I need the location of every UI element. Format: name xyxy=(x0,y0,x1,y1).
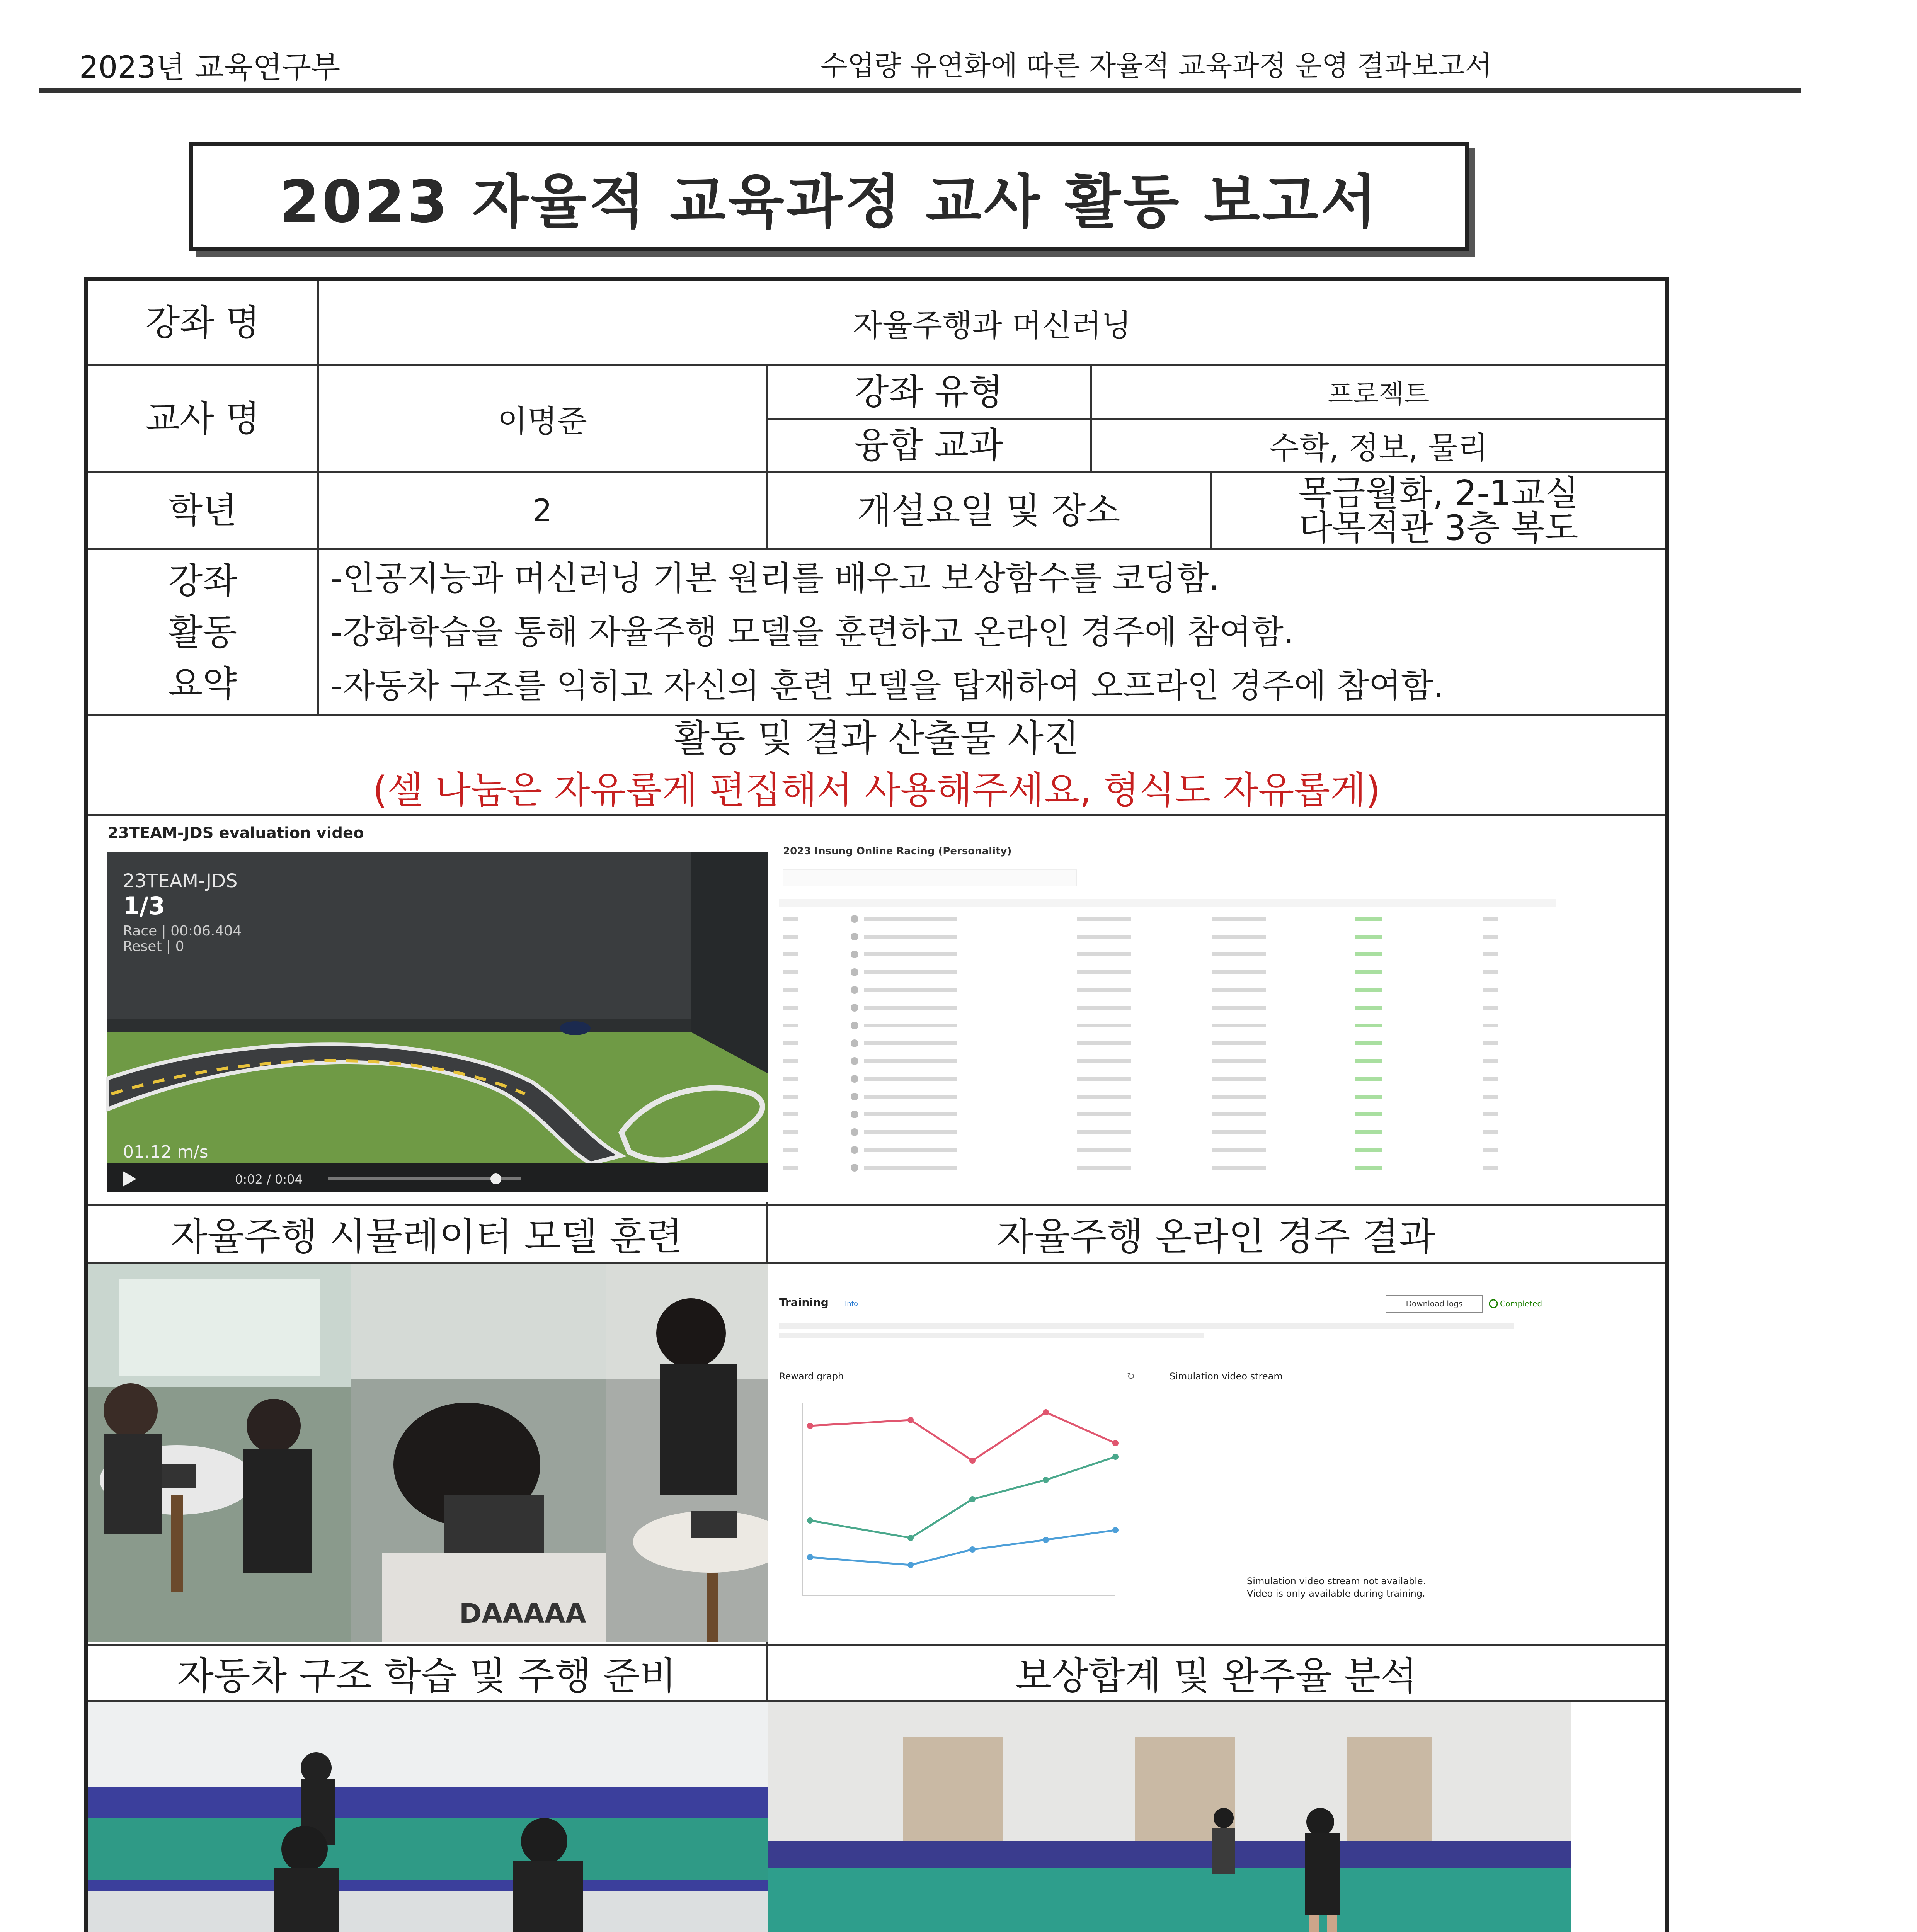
sim-msg-1: Simulation video stream not available. xyxy=(1246,1576,1426,1587)
video-overlay-lap: 1/3 xyxy=(123,892,165,920)
photos-section-note: (셀 나눔은 자유롭게 편집해서 사용해주세요, 형식도 자유롭게) xyxy=(373,769,1381,812)
report-title: 2023 자율적 교육과정 교사 활동 보고서 xyxy=(279,168,1379,236)
activity-label-line-3: 요약 xyxy=(168,663,237,705)
refresh-icon[interactable]: ↻ xyxy=(1127,1371,1135,1382)
practice-photo xyxy=(88,1702,865,1932)
teacher-value: 이명준 xyxy=(318,365,766,472)
fusion-subject-label: 융합 교과 xyxy=(766,418,1091,472)
summary-item: -인공지능과 머신러닝 기본 원리를 배우고 보상함수를 코딩함. xyxy=(330,559,1219,598)
training-info-link[interactable]: Info xyxy=(844,1300,858,1308)
report-title-box xyxy=(189,142,1469,251)
photos-section-title: 활동 및 결과 산출물 사진 xyxy=(674,717,1079,760)
download-logs-label: Download logs xyxy=(1406,1299,1462,1309)
video-panel-screenshot xyxy=(88,816,865,1202)
sim-stream-title: Simulation video stream xyxy=(1169,1371,1283,1382)
course-type-value: 프로젝트 xyxy=(1091,365,1667,418)
video-overlay-team: 23TEAM-JDS xyxy=(123,870,238,892)
activity-label-line-1: 강좌 xyxy=(168,560,237,602)
caption-reward-analysis: 보상합계 및 완주율 분석 xyxy=(766,1645,1667,1701)
leaderboard-title: 2023 Insung Online Racing (Personality) xyxy=(783,845,1011,857)
schedule-value xyxy=(1211,472,1667,549)
fusion-subject-value: 수학, 정보, 물리 xyxy=(1091,418,1667,472)
training-status: Completed xyxy=(1500,1299,1542,1309)
video-scrubber[interactable] xyxy=(490,1173,501,1184)
schedule-label: 개설요일 및 장소 xyxy=(766,472,1211,549)
car-structure-photos xyxy=(88,1264,865,1642)
video-time: 0:02 / 0:04 xyxy=(235,1172,303,1187)
course-type-label: 강좌 유형 xyxy=(766,365,1091,418)
schedule-line-2: 다목적관 3층 복도 xyxy=(1299,507,1578,548)
photo-leaderboard-cell xyxy=(766,815,1667,1205)
summary-item: -강화학습을 통해 자율주행 모델을 훈련하고 온라인 경주에 참여함. xyxy=(330,613,1294,652)
grade-label: 학년 xyxy=(86,472,318,549)
activity-label-line-2: 활동 xyxy=(168,612,237,653)
training-title: Training xyxy=(779,1296,829,1309)
teacher-label: 교사 명 xyxy=(86,365,318,472)
report-table xyxy=(84,277,1669,1932)
photos-section-header xyxy=(86,716,1667,815)
photo-reward-cell xyxy=(766,1263,1667,1645)
caption-sim-training: 자율주행 시뮬레이터 모델 훈련 xyxy=(86,1205,766,1263)
caption-online-result: 자율주행 온라인 경주 결과 xyxy=(766,1205,1667,1263)
photo-practice-cell xyxy=(86,1701,766,1932)
activity-summary-text xyxy=(318,549,1667,716)
grade-value: 2 xyxy=(318,472,766,549)
course-name-label: 강좌 명 xyxy=(86,279,318,365)
video-overlay-race: Race | 00:06.404 xyxy=(123,923,242,939)
video-panel-title: 23TEAM-JDS evaluation video xyxy=(107,824,364,842)
header-right: 수업량 유연화에 따른 자율적 교육과정 운영 결과보고서 xyxy=(820,49,1492,82)
photo-offline-race-cell xyxy=(766,1701,1667,1932)
video-overlay-reset: Reset | 0 xyxy=(123,939,184,955)
svg-text:DAAAAA: DAAAAA xyxy=(459,1598,586,1630)
photo-car-structure-cell xyxy=(86,1263,766,1645)
video-speed: 01.12 m/s xyxy=(123,1142,208,1162)
photo-simulator-cell xyxy=(86,815,766,1205)
summary-item: -자동차 구조를 익히고 자신의 훈련 모델을 탑재하여 오프라인 경주에 참여함. xyxy=(330,667,1444,706)
training-screenshot xyxy=(768,1264,1571,1642)
activity-summary-label xyxy=(86,549,318,716)
caption-car-structure: 자동차 구조 학습 및 주행 준비 xyxy=(86,1645,766,1701)
leaderboard-screenshot xyxy=(768,816,1571,1202)
header-divider xyxy=(39,88,1801,93)
reward-graph-title: Reward graph xyxy=(779,1371,844,1382)
sim-msg-2: Video is only available during training. xyxy=(1246,1588,1425,1599)
offline-race-photo xyxy=(768,1702,1571,1932)
header-left: 2023년 교육연구부 xyxy=(79,50,340,85)
course-name-value: 자율주행과 머신러닝 xyxy=(318,279,1667,365)
schedule-line-1: 목금월화, 2-1교실 xyxy=(1298,473,1579,514)
